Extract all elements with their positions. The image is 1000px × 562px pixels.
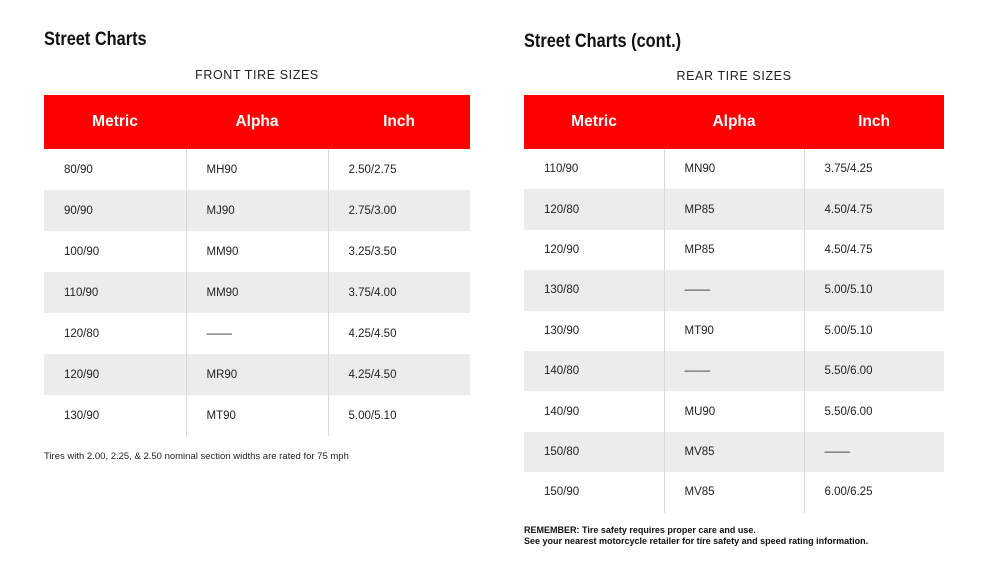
table-row: [524, 189, 944, 229]
metric-cell: 130/90: [64, 409, 100, 422]
metric-cell: 120/80: [64, 327, 100, 340]
alpha-cell: MJ90: [186, 190, 328, 231]
safety-reminder-line-1: REMEMBER: Tire safety requires proper care and use.: [524, 525, 756, 535]
metric-cell: 150/80: [524, 432, 664, 472]
alpha-cell: MP85: [664, 230, 804, 270]
metric-cell: 140/90: [544, 405, 580, 418]
inch-cell: 4.25/4.50: [328, 354, 470, 395]
alpha-cell: MP85: [664, 189, 804, 229]
table-row: [524, 270, 944, 310]
table-row: [44, 354, 470, 395]
column-header-metric: Metric: [524, 95, 664, 149]
metric-cell: 120/80: [524, 189, 664, 229]
metric-cell: 120/90: [544, 243, 580, 256]
metric-cell: 150/90: [544, 486, 580, 499]
table-row: [524, 230, 944, 270]
metric-cell: 120/90: [44, 354, 186, 395]
front-chart-title: Street Charts: [44, 29, 147, 50]
rear-chart-title: Street Charts (cont.): [524, 31, 682, 52]
inch-cell: 4.50/4.75: [804, 230, 944, 270]
inch-cell: 4.50/4.75: [804, 189, 944, 229]
inch-cell: 3.75/4.25: [804, 149, 944, 189]
metric-cell: 140/80: [524, 351, 664, 391]
table-row: [524, 351, 944, 391]
alpha-cell: MH90: [186, 149, 328, 190]
safety-reminder: [524, 525, 868, 547]
inch-cell: 2.50/2.75: [328, 149, 470, 190]
inch-cell: 5.00/5.10: [804, 270, 944, 310]
inch-cell: 3.75/4.00: [328, 272, 470, 313]
column-header-inch: Inch: [804, 95, 944, 149]
table-row: [524, 149, 944, 189]
column-header-metric: Metric: [44, 95, 186, 149]
table-row: [44, 272, 470, 313]
rear-table-body: [524, 149, 944, 513]
metric-cell: 90/90: [44, 190, 186, 231]
table-row: [524, 391, 944, 431]
speed-rating-note: Tires with 2.00, 2.25, & 2.50 nominal section widths are rated for 75 mph: [44, 451, 349, 462]
metric-cell: 110/90: [44, 272, 186, 313]
inch-cell: 5.00/5.10: [328, 395, 470, 436]
rear-tire-sizes-heading: REAR TIRE SIZES: [676, 69, 792, 83]
table-row: [44, 149, 470, 190]
column-header-alpha: Alpha: [186, 95, 328, 149]
inch-cell: 6.00/6.25: [804, 472, 944, 512]
alpha-cell: MT90: [664, 311, 804, 351]
column-header-inch: Inch: [328, 95, 470, 149]
alpha-cell: MM90: [186, 231, 328, 272]
table-row: [524, 432, 944, 472]
table-row: [44, 190, 470, 231]
alpha-cell: MU90: [664, 391, 804, 431]
inch-cell: 5.00/5.10: [804, 311, 944, 351]
alpha-cell: ––––: [664, 351, 804, 391]
front-table-header-row: [44, 95, 470, 149]
safety-reminder-line-2: See your nearest motorcycle retailer for tire safety and speed rating information.: [524, 536, 869, 546]
metric-cell: 80/90: [64, 163, 93, 176]
alpha-cell: MM90: [186, 272, 328, 313]
alpha-cell: MT90: [186, 395, 328, 436]
table-row: [44, 231, 470, 272]
metric-cell: 130/80: [524, 270, 664, 310]
inch-cell: 3.25/3.50: [328, 231, 470, 272]
table-row: [44, 313, 470, 354]
front-tire-table: [44, 95, 470, 436]
table-row: [524, 472, 944, 512]
inch-cell: 2.75/3.00: [328, 190, 470, 231]
alpha-cell: MV85: [664, 472, 804, 512]
metric-cell: 110/90: [544, 163, 579, 176]
alpha-cell: MN90: [664, 149, 804, 189]
front-table-body: [44, 149, 470, 436]
inch-cell: 5.50/6.00: [804, 391, 944, 431]
metric-cell: 130/90: [544, 324, 580, 337]
front-tire-sizes-heading: FRONT TIRE SIZES: [195, 68, 319, 82]
rear-table-header-row: [524, 95, 944, 149]
column-header-alpha: Alpha: [664, 95, 804, 149]
alpha-cell: ––––: [664, 270, 804, 310]
table-row: [524, 311, 944, 351]
alpha-cell: ––––: [186, 313, 328, 354]
inch-cell: 5.50/6.00: [804, 351, 944, 391]
alpha-cell: MV85: [664, 432, 804, 472]
inch-cell: 4.25/4.50: [328, 313, 470, 354]
alpha-cell: MR90: [186, 354, 328, 395]
rear-tire-table: [524, 95, 944, 513]
metric-cell: 100/90: [64, 245, 100, 258]
table-row: [44, 395, 470, 436]
inch-cell: ––––: [804, 432, 944, 472]
